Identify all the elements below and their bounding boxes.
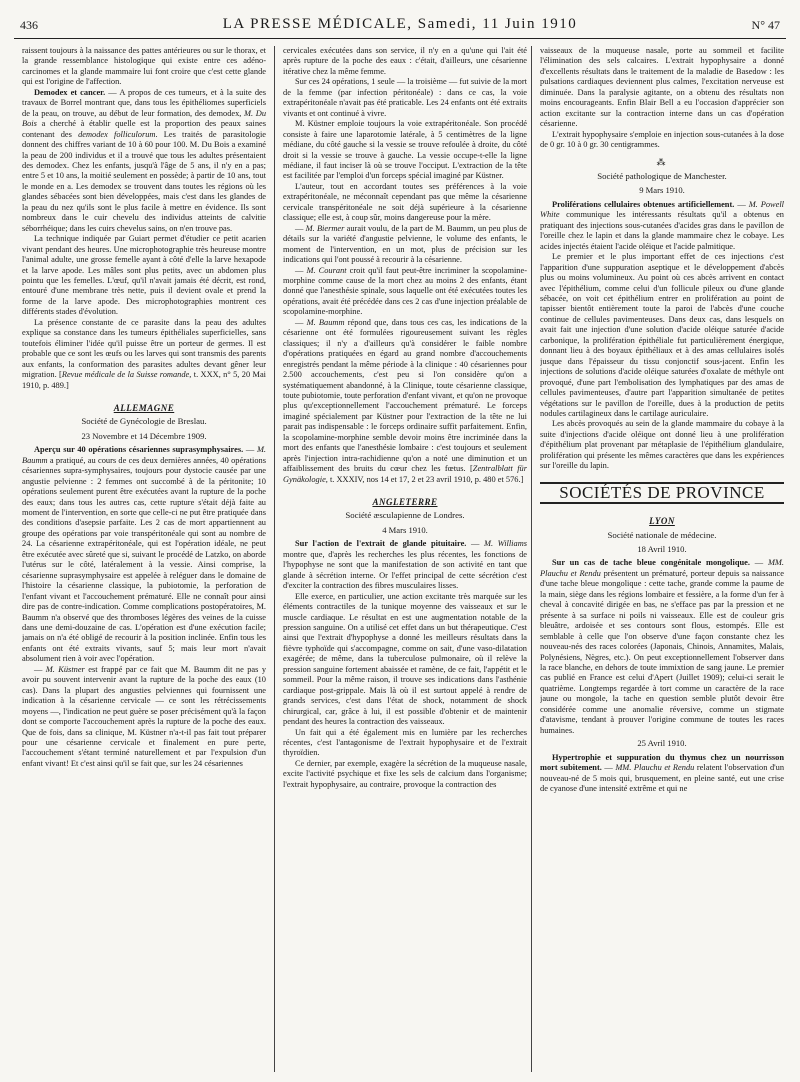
paragraph: vaisseaux de la muqueuse nasale, porte au sommeil et facilite l'élimination des sels calcaires. L'extrait hypophysaire a donné d'excellents résultats dans le traitement de la maladie de Basedow : les pulsations cardiaques deviennent plus calmes, l'excitation nerveuse est diminuée. Dans la paralysie agitante, on a obtenu des résultats non moins encourageants. Enfin Blair Bell a eu l'occasion d'apprécier son action excitante sur la contraction interne dans un cas d'opération césarienne. (540, 46, 784, 129)
paragraph: Hypertrophie et suppuration du thymus chez un nourrisson mort subitement. — MM. Plauchu et Rendu relatent l'observation d'un nouveau-né de 5 mois qui, brusquement, en pleine santé, eut une crise de cyanose d'une intensité extrême et qui ne (540, 752, 784, 793)
paragraph: Sur un cas de tache bleue congénitale mongolique. — MM. Plauchu et Rendu présentent un prématuré, porteur depuis sa naissance d'une tache bleue mongolique : cette tache, grande comme la paume de la main, siège dans les régions lombaire et fessière, a la forme d'un fer à cheval à concavité dirigée en bas, ne s'efface pas par la pression et ne présente à sa surface ni poils ni vaisseaux. Elle est de couleur gris bleuâtre, ardoisée et ses contours sont flous, estompés. Elle est semblable à celle que l'on observe d'une façon constante chez les nouveau-nés des races colorées (Japonais, Chinois, Annamites, Malais, Polynésiens, Nègres, etc.). On peut exceptionnellement l'observer dans la race blanche, en dehors de toute immixtion de sang jaune. Le premier cas publié en France est celui d'Apert (Juillet 1909); celui-ci serait le quatrième. Longtemps regardée à tort comme un caractère de la race jaune ou mongole, la tache en question semble plutôt devoir être considérée comme une anomalie réversive, comme un stigmate d'atavisme, tendant à prouver l'origine commune de toutes les races humaines. (540, 558, 784, 735)
page-header (14, 14, 786, 39)
society-heading: Société nationale de médecine. (607, 529, 717, 540)
article-title: Sur l'action de l'extrait de glande pituitaire. (295, 539, 467, 549)
paragraph: Le premier et le plus important effet de ces injections c'est l'apparition d'une suppuration aseptique et le développement d'abcès plus ou moins volumineux. Au point où ces abcès arrivent en contact avec l'épithélium, comme celui d'un follicule pileux ou d'une glande sébacée, on voit cet épithélium entrer en prolifération au point de tapisser bientôt entièrement toute la paroi de l'abcès d'une couche continue de cellules pavimenteuses. Dans deux cas, dans lesquels on avait fait une injection d'une solution d'acide oléique saturée d'acide carbonique, la prolifération épithéliale fut particulièrement énergique, donnant lieu à des boyaux épithéliaux et à des amas cellulaires isolés jusque dans l'épaisseur du tissu conjonctif sous-jacent. Enfin les injections de solutions d'acide oléique saturées d'oxalate de méthyle ont provoqué, d'une part l'embolisation des lymphatiques par des amas de cellules pavimenteuses, d'autre part l'apparition simultanée de petites végétations sur le pavillon de l'oreille, dues à la production de petits nodules cartilagineux dans le cartilage auriculaire. (540, 252, 784, 418)
column-2 (283, 46, 527, 1072)
author-name: M. Powell White (540, 199, 784, 220)
article-title: Proliférations cellulaires obtenues artificiellement. (552, 199, 735, 209)
author-name: M. Küstner (45, 664, 85, 674)
author-name: M. Baumm (306, 317, 345, 327)
author-name: M. Williams (484, 539, 527, 549)
article-title: Aperçu sur 40 opérations césariennes suprasymphysaires. (34, 445, 244, 455)
paragraph: cervicales exécutées dans son service, il n'y en a qu'une qui l'ait été après rupture de la poche des eaux : c'était, d'ailleurs, une césarienne itérative chez la même femme. (283, 46, 527, 76)
society-heading: Société æsculapienne de Londres. (345, 510, 465, 521)
section-heading: LYON (649, 516, 675, 527)
paragraph: — M. Küstner est frappé par ce fait que M. Baumm dit ne pas y avoir pu souvent intervenir avant la rupture de la poche des eaux (10 cas). Dans la plupart des angusties pelviennes qui fournissent une indication à la césarienne cervicale — ce sont les rétrécissements moyens —, l'indication ne peut guère se poser précisément qu'à la façon dont se comporte l'accouchement après la rupture de la poche des eaux. Que de fois, dans sa clinique, M. Küstner n'a-t-il pas fait tout préparer pour une césarienne cervicale et finalement en pure perte, l'accouchement s'étant terminé naturellement et par l'expulsion d'un enfant vivant! Et c'est ainsi qu'il se fait que, sur les 24 césariennes (22, 664, 266, 768)
session-date: 25 Avril 1910. (637, 738, 687, 749)
page-number: 436 (20, 18, 38, 32)
paragraph: Elle exerce, en particulier, une action excitante très marquée sur les éléments contractiles de la tunique moyenne des vaisseaux et sur le muscle cardiaque. Le résultat en est une augmentation notable de la pression sanguine. On a utilisé cet effet dans un but thérapeutique. C'est ainsi que l'extrait d'hypophyse a donné les meilleurs résultats dans la fièvre typhoïde qui s'accompagne, comme on sait, d'une vaso-dilatation exagérée; de même, dans la tuberculose pulmonaire, où il relève la pression sanguine fortement abaissée et ramène, de ce fait, l'appétit et le sommeil. Pour la même raison, il trouve ses indications dans l'asthénie cardiaque post-grippale. Mais là où il est surtout appelé à rendre de grands services, c'est dans l'état de shock, notamment de shock chirurgical, car, grâce à lui, il est possible d'obtenir et de maintenir pendant des heures la contraction des vaisseaux. (283, 591, 527, 727)
paragraph: M. Küstner emploie toujours la voie extrapéritonéale. Son procédé consiste à faire une laparotomie latérale, à 5 centimètres de la ligne médiane, du côté gauche si la vessie se trouve refoulée à droite, du côté droit si la vessie se trouve à gauche. La vessie occupe-t-elle la ligne médiane, il faut inciser là où se trouve l'occiput. L'extraction de la tête est facilitée par l'emploi d'un forceps spécial imaginé par Küstner. (283, 119, 527, 181)
section-heading: ALLEMAGNE (113, 402, 175, 413)
session-date: 4 Mars 1910. (382, 524, 428, 535)
session-date: 18 Avril 1910. (637, 544, 687, 555)
paragraph: — M. Baumm répond que, dans tous ces cas, les indications de la césarienne ont été formulées rigoureusement suivant les règles classiques; il n'y a d'ailleurs qu'à considérer le faible nombre d'opérations pratiquées en égard au grand nombre d'accouchements enregistrés pendant la même période à la clinique : 40 césariennes pour 2.500 accouchements, c'est peu si l'on considère qu'on a systématiquement abandonné, à la Clinique, toute césarienne classique, toute pubiotomie, toute perforation d'enfant vivant, et qu'on ne provoque plus qu'exceptionnellement l'accouchement prématuré. Le forceps imaginé spécialement par Küstner pour l'extraction de la tête ne lui parait pas indispensable : le forceps ordinaire suffit parfaitement. Enfin, la scopolamine-morphine semble devoir moins être incriminée dans la mort des enfants que l'anesthésie lombaire : c'est toujours et seulement après l'injection intra-rachidienne qu'on a noté une diminution et un affaiblissement des bruits du cœur chez les fœtus. [Zentralblatt für Gynäkologie, t. XXXIV, nos 14 et 17, 2 et 23 avril 1910, p. 480 et 576.] (283, 317, 527, 484)
paragraph: Sur l'action de l'extrait de glande pituitaire. — M. Williams montre que, d'après les recherches les plus récentes, les fonctions de l'hypophyse ne sont que la manifestation de son activité en tant que glande à sécrétion interne. Or l'effet principal de cette sécrétion c'est d'exciter la contraction des fibres musculaires lisses. (283, 539, 527, 591)
society-heading: Société pathologique de Manchester. (597, 170, 727, 181)
article-title: Demodex et cancer. (34, 87, 106, 97)
paragraph: L'auteur, tout en accordant toutes ses préférences à la voie extrapéritonéale, ne méconnaît cependant pas que même la césarienne cervicale transpéritonéale ne soit déjà supérieure à la césarienne classique; elle est, à coup sûr, moins dangereuse pour la mère. (283, 181, 527, 223)
session-date: 9 Mars 1910. (639, 185, 685, 196)
issue-number: N° 47 (751, 18, 780, 32)
session-date: 23 Novembre et 14 Décembre 1909. (81, 430, 207, 441)
paragraph: Un fait qui a été également mis en lumière par les recherches récentes, c'est l'antagonisme de l'extrait hypophysaire et de l'extrait thyroïdien. (283, 727, 527, 758)
paragraph: — M. Courant croit qu'il faut peut-être incriminer la scopolamine-morphine comme cause de la mort chez au moins 2 des enfants, étant donné que l'anesthésie spinale, sous laquelle ont été exécutées toutes les opérations, avait été précédée dans ces 2 cas d'une injection préalable de scopolamine-morphine. (283, 265, 527, 317)
citation: Zentralblatt für Gynäkologie (283, 464, 527, 484)
paragraph: Proliférations cellulaires obtenues artificiellement. — M. Powell White communique les intéressants résultats qu'il a obtenus en pratiquant des injections sous-cutanées d'acides gras dans le pavillon de l'oreille chez le lapin et dans la glande mammaire chez le cobaye. Les acides injectés étaient l'acide oléique et l'acide palmitique. (540, 199, 784, 251)
paragraph: Demodex et cancer. — A propos de ces tumeurs, et à la suite des travaux de Borrel montrant que, dans tous les épithéliomes superficiels de la peau, on trouve, au début de leur formation, des demodex, M. Du Bois a cherché à établir quelle est la proportion des peaux saines contenant des demodex folliculorum. Les traités de parasitologie donnent des chiffres variant de 10 à 60 pour 100. M. Du Bois a examiné la peau de 200 individus et il a trouvé que tous les adultes présentaient des demodex. Chez les enfants, jusqu'à l'âge de 5 ans, il n'y en a pas; entre 5 et 10 ans, la moitié seulement en possède; à partir de 10 ans, tout le monde en a. Les demodex se trouvent dans toutes les régions où les glandes sébacées sont bien développées, mais c'est dans les glandes de la peau du nez qu'ils sont le plus facile à mettre en évidence. Ils sont nombreux dans le cuir chevelu des individus atteints de calvitie séborrhéique; dans les cuirs chevelus sains, on n'en trouve pas. (22, 87, 266, 233)
paragraph: raissent toujours à la naissance des pattes antérieures ou sur le thorax, et la grande ressemblance histologique qui existe entre ces adéno-carcinomes et la glande mammaire lui font croire que c'est cette glande qui est l'origine de l'affection. (22, 46, 266, 87)
column-3 (540, 46, 784, 1072)
column-rule (274, 46, 275, 1072)
citation: Revue médicale de la Suisse romande (61, 370, 190, 380)
author-name: M. Baumm (22, 445, 266, 465)
section-heading: ANGLETERRE (372, 497, 438, 508)
author-name: M. Courant (306, 265, 347, 275)
paragraph: Aperçu sur 40 opérations césariennes suprasymphysaires. — M. Baumm a pratiqué, au cours de ces deux dernières années, 40 opérations césariennes supra-symphysaires, toujours pour dystocie causée par une angustie pelvienne : 2 femmes ont succombé à de la péritonite; 10 opérations seulement purent être exécutées avant la rupture de la poche des eaux; dans tous les autres cas, cette rupture s'était déjà faite au moment de l'intervention, en sorte que celle-ci ne put être pratiquée dans des conditions d'asepsie parfaite. Les 2 cas de mort appartiennent au groupe des opérations par voie transpéritonéale qui sont au nombre de 24. La césarienne extrapéritonéale, qui est l'opération idéale, ne peut être exécutée avec sûreté que si, suivant le procédé de Latzko, on aborde l'utérus sur le côté, latéralement à la vessie. Ainsi comprise, la césarienne suprasymphysaire est appelée à reléguer dans le domaine de l'histoire la césarienne classique, la pubiotomie, la perforation de l'enfant vivant et l'accouchement prématuré. Elle ne connaît pour ainsi dire pas de contre-indication. Comme complications postopératoires, M. Baumm n'a observé que des thromboses légères des veines de la cuisse dans une demi-douzaine de cas. L'opération est d'une exécution facile; jamais on n'a été obligé de recourir à la position inclinée. Enfin tous les enfants ont été extraits vivants, sauf 5; mais leur mort n'avait absolument rien à voir avec l'opération. (22, 445, 266, 664)
paragraph: La présence constante de ce parasite dans la peau des adultes explique sa constance dans les tumeurs épithéliales superficielles, sans toutefois éliminer l'idée qu'il puisse être un porteur de germes. Il est probable que ce sont les œufs ou les larves qui sont transmis des parents aux enfants, la conformation des parasites adultes devant gêner leur migration. [Revue médicale de la Suisse romande, t. XXX, n° 5, 20 Mai 1910, p. 489.] (22, 317, 266, 390)
society-heading: Société de Gynécologie de Breslau. (81, 416, 207, 427)
author-name: M. Biermer (305, 223, 345, 233)
author-name: MM. Plauchu et Rendu (615, 763, 695, 773)
journal-title: LA PRESSE MÉDICALE, Samedi, 11 Juin 1910 (222, 16, 578, 32)
major-section-heading: SOCIÉTÉS DE PROVINCE (540, 482, 784, 504)
column-1 (22, 46, 266, 1072)
author-name: MM. Plauchu et Rendu (540, 558, 784, 578)
paragraph: La technique indiquée par Guiart permet d'étudier ce petit acarien vivant pendant des heures. Une microphotographie très heureuse montre l'animal adulte, une grosse femelle ayant à côté d'elle la larve hexapode et la larve apode. Les mâles sont plus petits, avec un abdomen plus pointu que les femelles. L'œuf, qu'il n'avait jamais été décrit, est rond, entouré d'une membrane très nette, puis il devient ovale et prend la forme de la larve apode. Des microphotographies montrent ces différents stades d'évolution. (22, 234, 266, 317)
article-title: Sur un cas de tache bleue congénitale mongolique. (552, 558, 750, 568)
paragraph: Les abcès provoqués au sein de la glande mammaire du cobaye à la suite d'injections d'acide oléique ont donné lieu à une prolifération d'épithélium plat provenant par métaplasie de l'épithélium glandulaire, prolifération qui présente les mêmes caractères que dans les expériences sur l'oreille du lapin. (540, 419, 784, 471)
paragraph: — M. Biermer aurait voulu, de la part de M. Baumm, un peu plus de détails sur la variété d'angustie pelvienne, le volume des enfants, le moment de l'intervention, en un mot, plus de précision sur les indications qui l'ont poussé à recourir à la césarienne. (283, 223, 527, 265)
column-rule (531, 46, 532, 1072)
paragraph: Ce dernier, par exemple, exagère la sécrétion de la muqueuse nasale, excite l'activité psychique et fixe les sels de calcium dans l'organisme; l'extrait hypophysaire, au contraire, provoque la contraction des (283, 758, 527, 789)
asterism-separator: ⁂ (656, 156, 668, 167)
paragraph: Sur ces 24 opérations, 1 seule — la troisième — fut suivie de la mort de la femme (par infection péritonéale) : dans ce cas, la voie extrapéritonéale n'avait pas été praticable. Les 24 enfants ont été extraits vivants et ont continué à vivre. (283, 77, 527, 118)
article-title: Hypertrophie et suppuration du thymus chez un nourrisson mort subitement. (540, 752, 784, 773)
author-name: M. Du Bois (22, 108, 266, 129)
paragraph: L'extrait hypophysaire s'emploie en injection sous-cutanées à la dose de 0 gr. 10 à 0 gr. 30 centigrammes. (540, 129, 784, 150)
